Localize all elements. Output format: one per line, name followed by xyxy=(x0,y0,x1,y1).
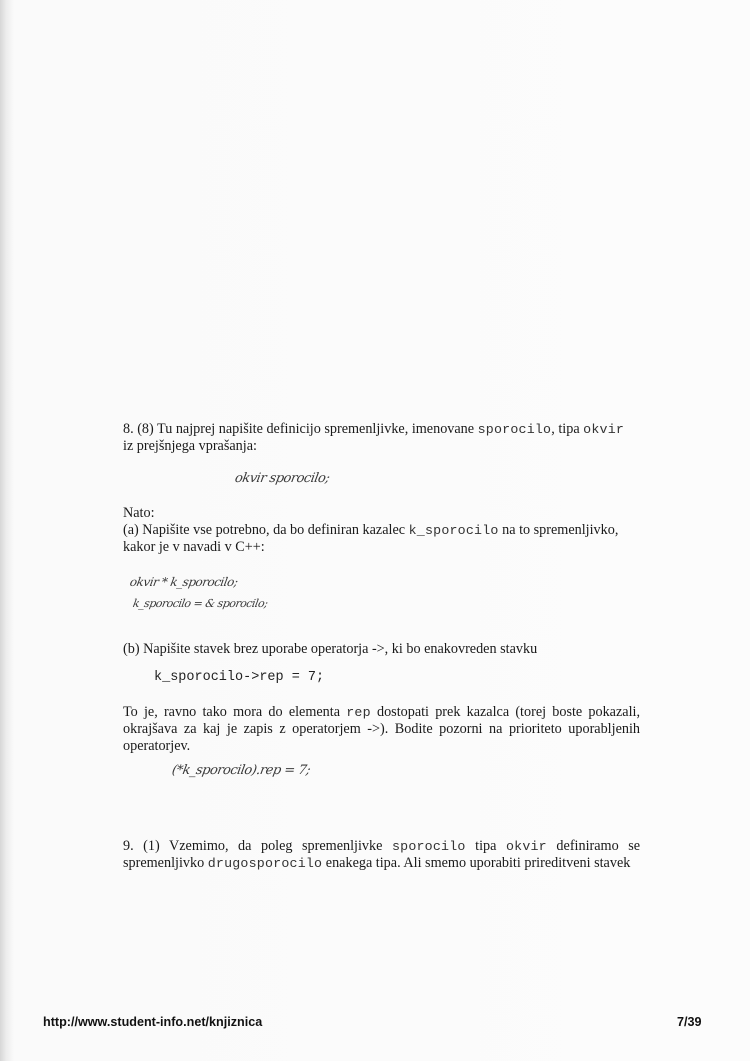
handwritten-answer-deref: (*k_sporocilo).rep = 7; xyxy=(170,763,312,778)
q8-intro: 8. (8) Tu najprej napišite definicijo spremenljivke, imenovane sporocilo, tipa okvir iz prejšnjega vprašanja: xyxy=(123,421,625,454)
q8-explanation: To je, ravno tako mora do elementa rep dostopati prek kazalca (torej boste pokazali, okrajšava za kaj je zapis z operatorjem ->). Bodite pozorni na prioriteto uporabljenih operatorjev. xyxy=(123,704,641,754)
handwritten-answer-pointer-decl: okvir * k_sporocilo; xyxy=(128,575,239,589)
q8-part-b: (b) Napišite stavek brez uporabe operatorja ->, ki bo enakovreden stavku xyxy=(123,641,538,657)
type-okvir: okvir xyxy=(583,422,625,437)
handwritten-answer-pointer-assign: k_sporocilo = & sporocilo; xyxy=(131,597,269,610)
q9-var-drugosporocilo: drugosporocilo xyxy=(207,856,323,871)
handwritten-answer-definition: okvir sporocilo; xyxy=(233,471,331,486)
page-number: 7/39 xyxy=(677,1015,702,1029)
var-sporocilo: sporocilo xyxy=(477,422,552,437)
q8-part-a: (a) Napišite vse potrebno, da bo definiran kazalec k_sporocilo na to spremenljivko, kakor je v navadi v C++: xyxy=(123,522,619,555)
q9-text: 9. (1) Vzemimo, da poleg spremenljivke sporocilo tipa okvir definiramo se spremenljivko drugosporocilo enakega tipa. Ali smemo uporabiti prireditveni stavek xyxy=(123,838,641,871)
pointer-k-sporocilo: k_sporocilo xyxy=(408,523,499,538)
q9-var-sporocilo: sporocilo xyxy=(391,839,466,854)
q8-nato: Nato: xyxy=(123,505,155,521)
member-rep: rep xyxy=(346,705,371,720)
footer-url[interactable]: http://www.student-info.net/knjiznica xyxy=(43,1015,263,1029)
code-statement: k_sporocilo->rep = 7; xyxy=(154,670,325,685)
q9-type-okvir: okvir xyxy=(505,839,547,854)
